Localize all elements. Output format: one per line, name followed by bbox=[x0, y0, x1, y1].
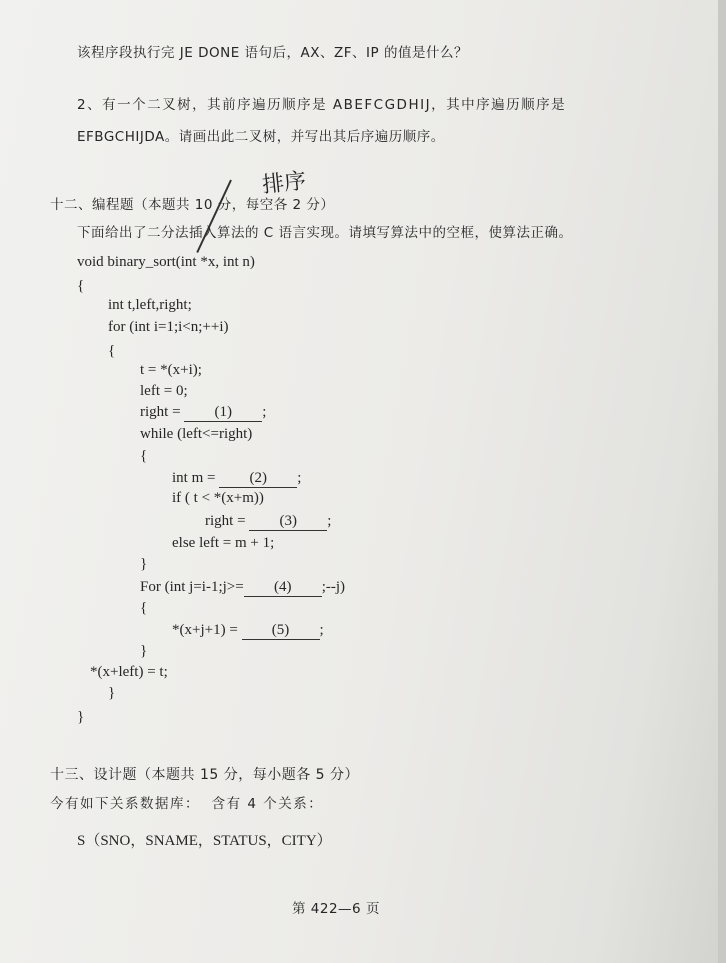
code-text: ; bbox=[327, 513, 332, 529]
code-line: { bbox=[108, 343, 116, 359]
code-line: else left = m + 1; bbox=[172, 535, 275, 551]
page-number: 第 422—6 页 bbox=[292, 901, 380, 917]
blank-4: (4) bbox=[244, 578, 322, 597]
section-13-intro: 今有如下关系数据库： 含有 4 个关系： bbox=[50, 796, 324, 812]
code-text: ;--j) bbox=[321, 579, 346, 595]
section-13-heading: 十三、设计题（本题共 15 分，每小题各 5 分） bbox=[50, 767, 360, 783]
blank-1: (1) bbox=[184, 403, 262, 422]
code-text: ; bbox=[297, 470, 302, 486]
code-text: int m = bbox=[172, 470, 220, 486]
code-text: right = bbox=[140, 404, 185, 420]
code-line: for (int i=1;i<n;++i) bbox=[108, 319, 229, 335]
code-line: left = 0; bbox=[140, 383, 188, 399]
code-line: { bbox=[140, 448, 148, 464]
code-line bbox=[140, 578, 345, 597]
code-line: } bbox=[140, 556, 148, 572]
code-line: void binary_sort(int *x, int n) bbox=[77, 254, 255, 270]
code-line: } bbox=[140, 643, 148, 659]
page-edge-shadow bbox=[718, 0, 726, 963]
code-text: ; bbox=[262, 404, 267, 420]
blank-3: (3) bbox=[249, 512, 327, 531]
question-text: 该程序段执行完 JE DONE 语句后，AX、ZF、IP 的值是什么？ bbox=[77, 45, 468, 61]
code-line: } bbox=[108, 685, 116, 701]
code-line: t = *(x+i); bbox=[140, 362, 202, 378]
code-line bbox=[172, 469, 301, 488]
code-line bbox=[140, 403, 266, 422]
code-text: *(x+j+1) = bbox=[172, 622, 242, 638]
section-12-heading: 十二、编程题（本题共 10 分，每空各 2 分） bbox=[50, 197, 335, 213]
handwritten-annotation: 排序 bbox=[261, 168, 308, 199]
code-text: For (int j=i-1;j>= bbox=[140, 579, 244, 595]
code-line: int t,left,right; bbox=[108, 297, 192, 313]
code-text: right = bbox=[205, 513, 250, 529]
code-line bbox=[205, 512, 331, 531]
code-line: { bbox=[140, 600, 148, 616]
code-text: ; bbox=[319, 622, 324, 638]
code-line: *(x+left) = t; bbox=[90, 664, 168, 680]
blank-2: (2) bbox=[219, 469, 297, 488]
code-line: while (left<=right) bbox=[140, 426, 253, 442]
blank-5: (5) bbox=[242, 621, 320, 640]
code-line: } bbox=[77, 709, 85, 725]
question-2-line-1: 2、有一个二叉树，其前序遍历顺序是 ABEFCGDHIJ，其中序遍历顺序是 bbox=[77, 97, 567, 113]
relation-s: S（SNO，SNAME，STATUS，CITY） bbox=[77, 833, 332, 849]
code-line: { bbox=[77, 278, 85, 294]
section-12-intro: 下面给出了二分法插入算法的 C 语言实现。请填写算法中的空框，使算法正确。 bbox=[77, 225, 573, 241]
code-line bbox=[172, 621, 324, 640]
question-2-line-2: EFBGCHIJDA。请画出此二叉树，并写出其后序遍历顺序。 bbox=[77, 129, 445, 145]
code-line: if ( t < *(x+m)) bbox=[172, 490, 264, 506]
